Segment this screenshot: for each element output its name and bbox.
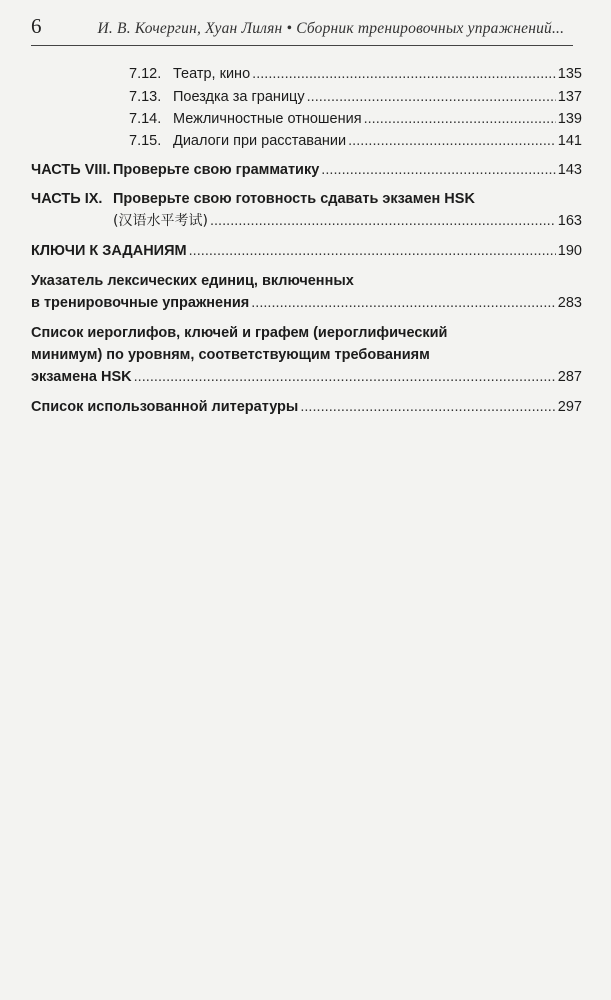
section-title-line1: Список иероглифов, ключей и графем (иероглифический <box>31 325 448 341</box>
subitem-page: 135 <box>557 66 582 82</box>
toc-subitem-7-13[interactable] <box>129 89 582 109</box>
toc-part-9[interactable] <box>31 188 582 232</box>
section-title-line2: в тренировочные упражнения <box>31 295 250 311</box>
section-page: 190 <box>557 243 582 259</box>
part-title: Проверьте свою грамматику <box>113 162 320 178</box>
dot-leader <box>134 366 556 388</box>
part-title: Проверьте свою готовность сдавать экзамен HSK <box>113 191 475 207</box>
section-page: 287 <box>557 369 582 385</box>
running-title: И. В. Кочергин, Хуан Лилян • Сборник тренировочных упражнений... <box>97 20 565 37</box>
part-label: ЧАСТЬ VIII. <box>31 162 111 178</box>
subitem-page: 141 <box>557 133 582 149</box>
toc-answer-keys[interactable] <box>31 240 582 262</box>
toc-subitem-7-12[interactable] <box>129 66 582 86</box>
toc-part-8[interactable] <box>31 159 582 181</box>
dot-leader <box>364 111 556 127</box>
section-page: 283 <box>557 295 582 311</box>
subitem-page: 137 <box>557 89 582 105</box>
subitem-title: Межличностные отношения <box>173 111 362 127</box>
subitem-number: 7.15. <box>129 133 162 149</box>
part-title-chinese: (汉语水平考试) <box>113 213 208 229</box>
subitem-title: Театр, кино <box>173 66 251 82</box>
part-label: ЧАСТЬ IX. <box>31 191 103 207</box>
dot-leader <box>307 89 556 105</box>
toc-subitem-7-15[interactable] <box>129 133 582 153</box>
section-title: КЛЮЧИ К ЗАДАНИЯМ <box>31 243 187 259</box>
dot-leader <box>189 240 556 262</box>
page-number: 6 <box>31 14 42 38</box>
dot-leader <box>252 66 556 82</box>
subitem-number: 7.12. <box>129 66 162 82</box>
dot-leader <box>210 210 556 232</box>
dot-leader <box>300 396 555 418</box>
dot-leader <box>321 159 556 181</box>
dot-leader <box>251 292 556 314</box>
dot-leader <box>348 133 556 149</box>
subitem-title: Диалоги при расставании <box>173 133 347 149</box>
section-page: 297 <box>557 399 582 415</box>
section-title: Список использованной литературы <box>31 399 299 415</box>
part-page: 163 <box>557 213 582 229</box>
toc-bibliography[interactable] <box>31 396 582 418</box>
section-title-line2: минимум) по уровням, соответствующим требованиям <box>31 347 430 363</box>
part-page: 143 <box>557 162 582 178</box>
subitem-page: 139 <box>557 111 582 127</box>
section-title-line3: экзамена HSK <box>31 369 132 385</box>
toc-hieroglyph-list[interactable] <box>31 322 582 388</box>
toc-lexical-index[interactable] <box>31 270 582 314</box>
subitem-number: 7.13. <box>129 89 162 105</box>
subitem-title: Поездка за границу <box>173 89 305 105</box>
toc-subitem-7-14[interactable] <box>129 111 582 131</box>
subitem-number: 7.14. <box>129 111 162 127</box>
section-title-line1: Указатель лексических единиц, включенных <box>31 273 354 289</box>
